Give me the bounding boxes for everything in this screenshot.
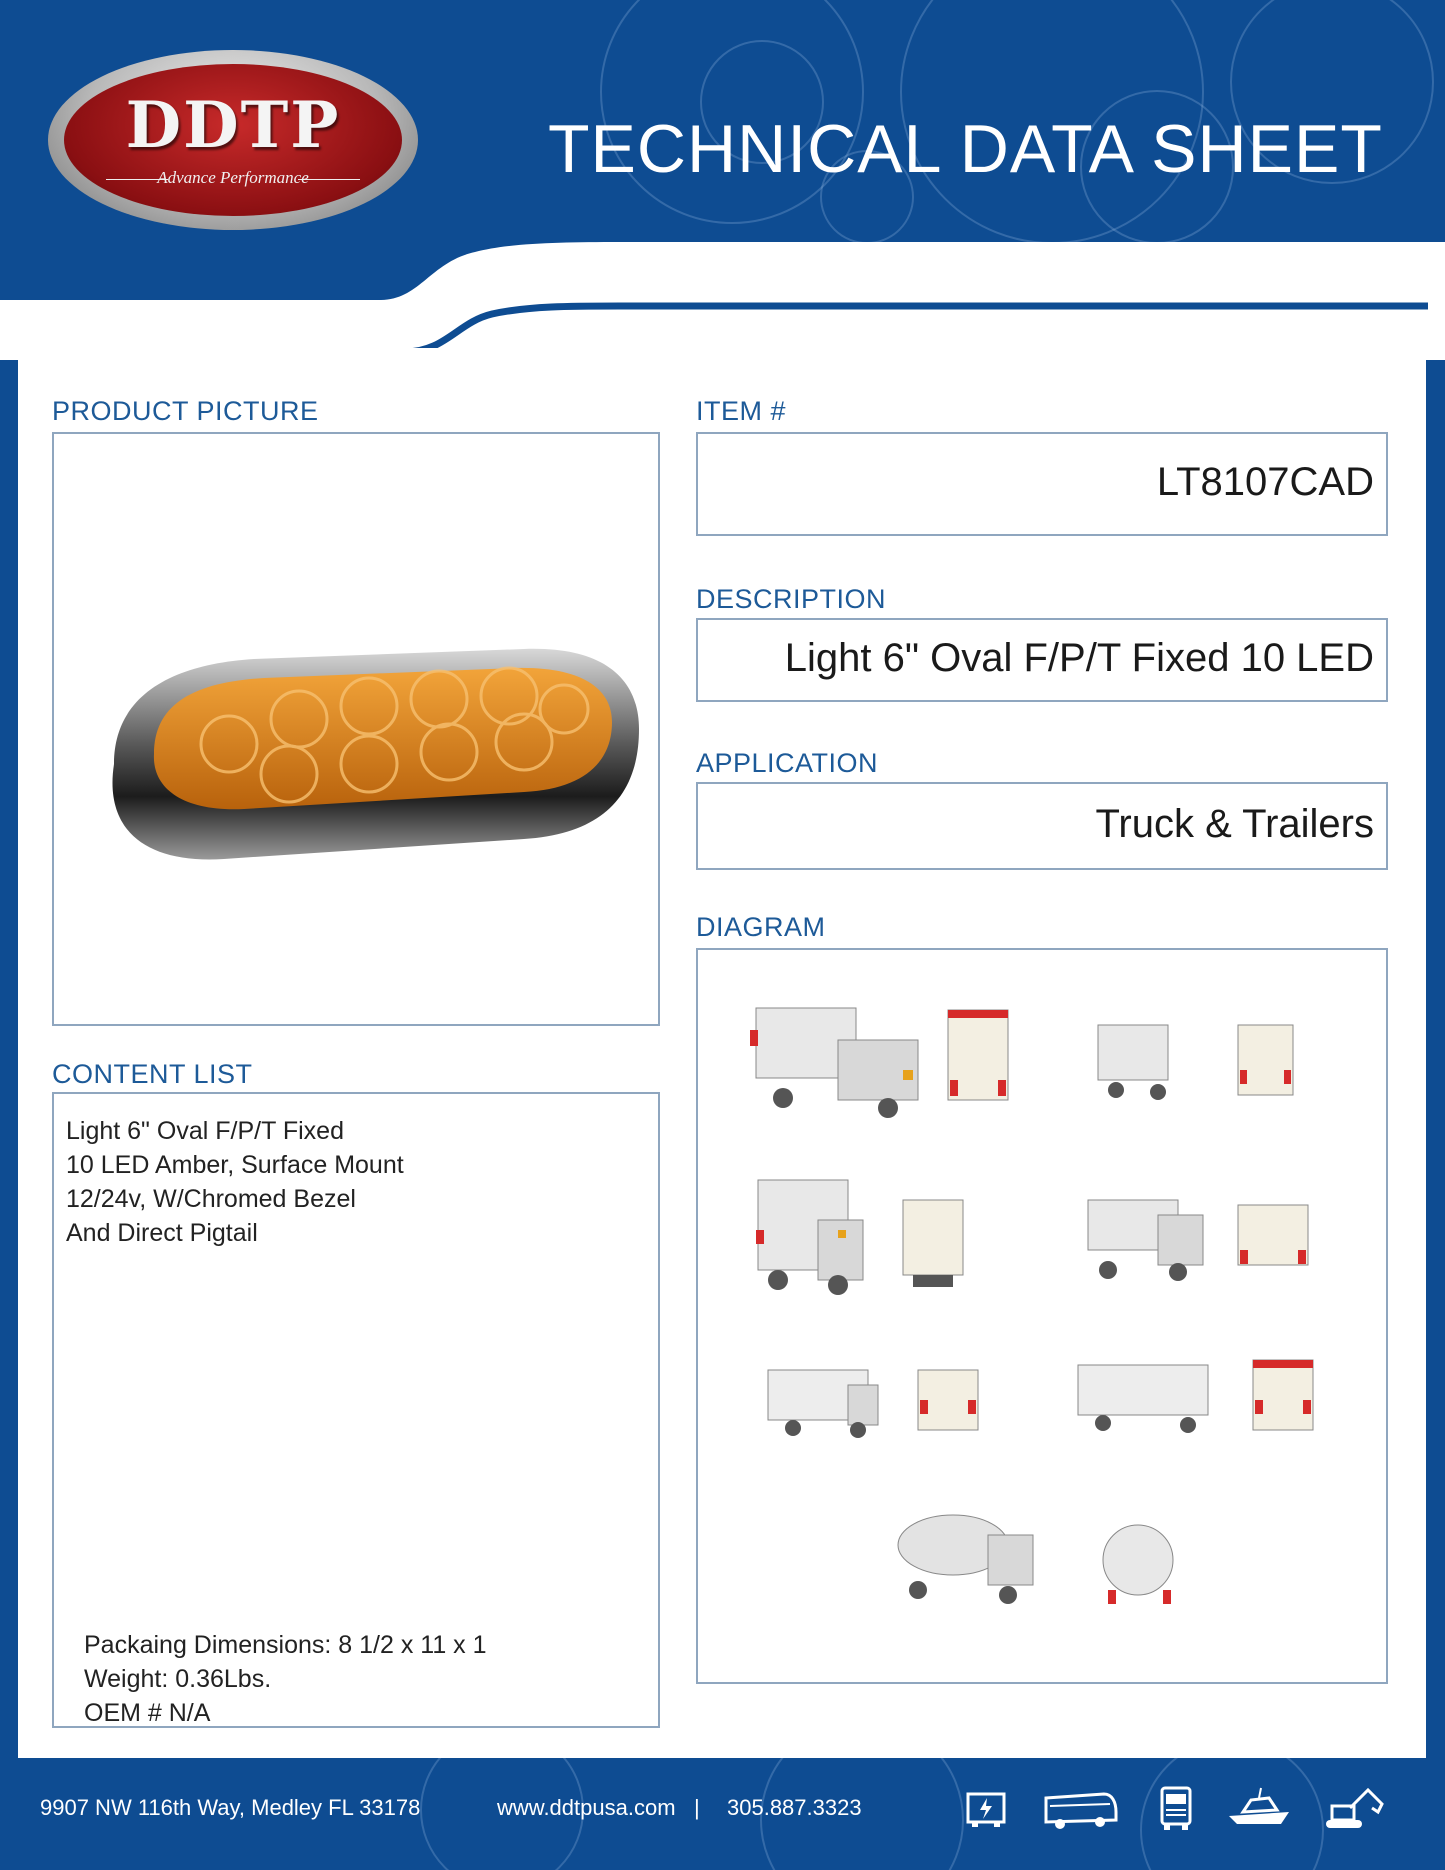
specs-list: [84, 1628, 487, 1730]
content-list: [66, 1114, 404, 1250]
motorhome-diagram: [768, 1370, 978, 1438]
content-line: Light 6" Oval F/P/T Fixed: [66, 1117, 344, 1145]
footer-website[interactable]: www.ddtpusa.com: [497, 1795, 676, 1820]
application-label: APPLICATION: [696, 748, 879, 778]
application-value: Truck & Trailers: [1095, 802, 1374, 846]
coach-bus-diagram: [1078, 1360, 1313, 1433]
truck-icon: [1150, 1782, 1202, 1834]
packaging-dimensions: Packaing Dimensions: 8 1/2 x 11 x 1: [84, 1631, 487, 1659]
weight: Weight: 0.36Lbs.: [84, 1665, 272, 1693]
diagram-box: [696, 948, 1388, 1684]
item-box: [696, 432, 1388, 536]
step-van-diagram: [1098, 1025, 1293, 1100]
yacht-icon: [1225, 1782, 1295, 1834]
ddtp-logo[interactable]: [48, 50, 418, 230]
generator-icon: [960, 1782, 1012, 1834]
application-box: [696, 782, 1388, 870]
content-list-box: [52, 1092, 660, 1728]
page-title: TECHNICAL DATA SHEET: [548, 111, 1383, 187]
semi-tractor-diagram: [756, 1180, 963, 1295]
footer-separator: |: [694, 1795, 700, 1820]
excavator-icon: [1320, 1782, 1390, 1834]
content-list-label: CONTENT LIST: [52, 1059, 253, 1089]
logo-tagline: Advance Performance: [157, 168, 309, 187]
content-line: 12/24v, W/Chromed Bezel: [66, 1185, 356, 1213]
product-image: [84, 624, 644, 924]
diagram-label: DIAGRAM: [696, 912, 826, 942]
product-picture-box: [52, 432, 660, 1026]
logo-name: DDTP: [125, 88, 341, 163]
item-label: ITEM #: [696, 396, 787, 426]
item-number: LT8107CAD: [1156, 460, 1374, 504]
vehicle-lighting-diagram: [698, 950, 1386, 1682]
bus-icon: [1040, 1782, 1120, 1834]
product-picture-label: PRODUCT PICTURE: [52, 396, 319, 426]
header: [0, 0, 1445, 360]
footer-address: 9907 NW 116th Way, Medley FL 33178: [40, 1795, 421, 1820]
cement-mixer-diagram: [898, 1515, 1173, 1604]
footer-phone[interactable]: 305.887.3323: [727, 1795, 862, 1820]
content-line: 10 LED Amber, Surface Mount: [66, 1151, 404, 1179]
description-label: DESCRIPTION: [696, 584, 887, 614]
box-truck-diagram: [750, 1008, 1008, 1118]
dump-truck-diagram: [1088, 1200, 1308, 1281]
description-value: Light 6" Oval F/P/T Fixed 10 LED: [784, 636, 1374, 680]
oem-number: OEM # N/A: [84, 1699, 211, 1727]
description-box: [696, 618, 1388, 702]
content-line: And Direct Pigtail: [66, 1219, 258, 1247]
